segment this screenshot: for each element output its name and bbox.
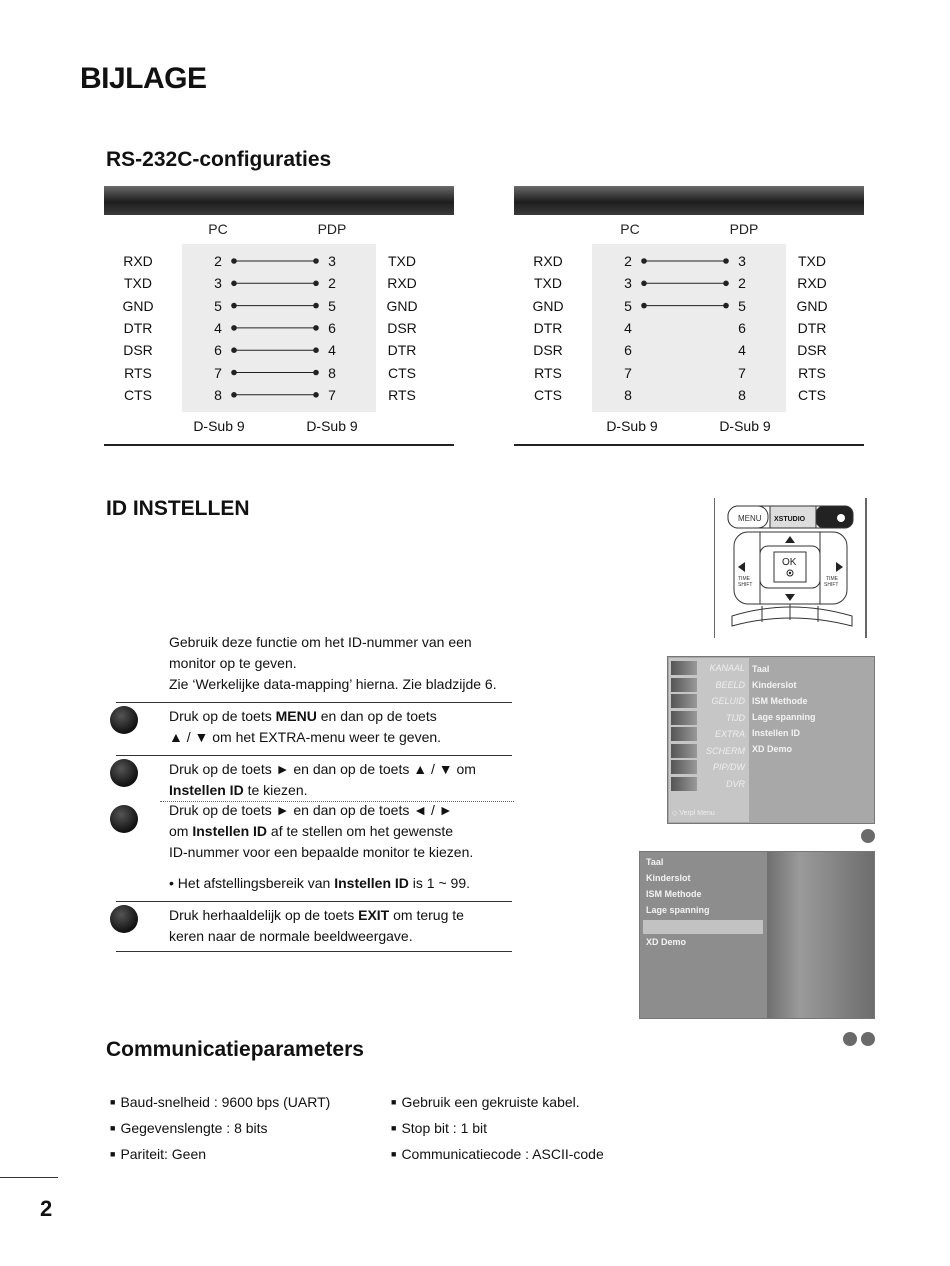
pin-row: [104, 384, 454, 406]
divider: [514, 444, 864, 446]
pc-pin: 6: [624, 342, 632, 359]
pin-row: [514, 317, 864, 339]
signal-right: DTR: [387, 342, 417, 359]
divider: [104, 444, 454, 446]
osd-menu-category: BEELD: [669, 677, 749, 693]
signal-right: GND: [796, 297, 828, 314]
svg-text:MENU: MENU: [738, 514, 762, 523]
osd-menu-option: ISM Methode: [646, 889, 702, 899]
osd-menu-option: XD Demo: [646, 937, 687, 947]
osd-menu-right-column: [752, 661, 872, 757]
osd-menu-option: ISM Methode: [752, 696, 808, 706]
svg-text:XSTUDIO: XSTUDIO: [774, 516, 806, 523]
pdp-pin: 2: [328, 275, 336, 292]
pdp-pin: 7: [738, 364, 746, 381]
comm-param-item: ■ Communicatiecode : ASCII-code: [391, 1142, 604, 1168]
pin-row: [514, 272, 864, 294]
category-thumbnail: [671, 760, 697, 774]
signal-left: DTR: [533, 319, 563, 336]
id-section-title: ID INSTELLEN: [106, 497, 250, 520]
category-thumbnail: [671, 694, 697, 708]
pin-row: [514, 295, 864, 317]
osd-menu-category: SCHERM: [669, 743, 749, 759]
pc-pin: 5: [214, 297, 222, 314]
signal-left: CTS: [534, 386, 562, 403]
osd-menu-option: Lage spanning: [646, 905, 710, 915]
step-divider: [116, 755, 512, 756]
pin-row: [104, 272, 454, 294]
osd-menu-option: [646, 918, 766, 934]
comm-param-item: ■ Gebruik een gekruiste kabel.: [391, 1090, 604, 1116]
intro-text: [169, 632, 514, 695]
osd-menu-option: Lage spanning: [752, 712, 816, 722]
signal-left: GND: [122, 297, 154, 314]
signal-right: DSR: [797, 342, 827, 359]
pc-pin: 7: [624, 364, 632, 381]
osd-menu-option: Taal: [646, 857, 664, 867]
pc-pin: 2: [214, 253, 222, 269]
signal-right: DSR: [387, 319, 417, 336]
pdp-label: PDP: [729, 221, 759, 237]
comm-param-item: ■ Pariteit: Geen: [110, 1142, 330, 1168]
signal-left: RTS: [534, 364, 562, 381]
comm-params-right: [391, 1090, 604, 1168]
signal-right: RTS: [388, 386, 416, 403]
pc-label: PC: [208, 221, 228, 237]
category-thumbnail: [671, 711, 697, 725]
step-divider: [116, 951, 512, 952]
footer-left: D-Sub 9: [193, 418, 245, 434]
step-indicator-dot: [861, 1032, 875, 1046]
pin-row: [514, 362, 864, 384]
pc-pin: 3: [214, 275, 222, 292]
step-1-bullet: [110, 706, 138, 734]
category-thumbnail: [671, 661, 697, 675]
signal-left: RXD: [533, 253, 563, 269]
pin-row: [104, 295, 454, 317]
pin-row: [514, 339, 864, 361]
pdp-pin: 3: [738, 253, 746, 269]
osd-menu-category: KANAAL: [669, 660, 749, 676]
rs232-table-right: [514, 186, 864, 446]
page-title: BIJLAGE: [80, 62, 207, 95]
page-number: 2: [40, 1196, 53, 1221]
rs232-table-left: [104, 186, 454, 446]
signal-right: DTR: [797, 319, 827, 336]
step-divider: [116, 702, 512, 703]
osd-menu-category: PIP/DW: [669, 759, 749, 775]
pc-pin: 3: [624, 275, 632, 292]
comm-title: Communicatieparameters: [106, 1038, 364, 1061]
comm-param-item: ■ Gegevenslengte : 8 bits: [110, 1116, 330, 1142]
pc-label: PC: [620, 221, 640, 237]
pin-row: [104, 339, 454, 361]
pin-row: [104, 250, 454, 272]
remote-control-image: [714, 498, 867, 638]
pdp-pin: 8: [738, 386, 746, 403]
pdp-pin: 5: [738, 297, 746, 314]
intro-line: Gebruik deze functie om het ID-nummer van een: [169, 634, 472, 650]
signal-left: GND: [532, 297, 564, 314]
signal-left: DSR: [533, 342, 563, 359]
footer-right: D-Sub 9: [306, 418, 358, 434]
pdp-pin: 4: [328, 342, 336, 359]
category-thumbnail: [671, 727, 697, 741]
step-2-text: Druk op de toets ► en dan op de toets ▲ / ▼ om Instellen ID te kiezen.: [169, 761, 476, 798]
step-2-bullet: [110, 759, 138, 787]
osd-menu-option: Kinderslot: [752, 680, 797, 690]
pdp-pin: 8: [328, 364, 336, 381]
comm-params-left: [110, 1090, 330, 1168]
pdp-pin: 5: [328, 297, 336, 314]
signal-left: RXD: [123, 253, 153, 269]
svg-text:SHIFT: SHIFT: [738, 582, 753, 588]
osd-menu-option: Taal: [752, 664, 770, 674]
pin-row: [514, 250, 864, 272]
svg-text:TIME: TIME: [826, 576, 838, 582]
osd-menu-left-column: [669, 658, 749, 822]
signal-left: DTR: [123, 319, 153, 336]
signal-right: TXD: [798, 253, 826, 269]
pc-pin: 2: [624, 253, 632, 269]
step-3-text: Druk op de toets ► en dan op de toets ◄ / ► om Instellen ID af te stellen om het gewenste ID-nummer voor een bepaalde monitor te kiezen.: [169, 802, 474, 860]
category-thumbnail: [671, 744, 697, 758]
osd-menu-option: XD Demo: [752, 744, 793, 754]
comm-param-item: ■ Baud-snelheid : 9600 bps (UART): [110, 1090, 330, 1116]
pin-row: [104, 317, 454, 339]
signal-right: RXD: [387, 275, 417, 292]
signal-right: RTS: [798, 364, 826, 381]
signal-left: TXD: [534, 275, 562, 292]
footer-right: D-Sub 9: [719, 418, 771, 434]
pin-row: [514, 384, 864, 406]
pin-row: [104, 362, 454, 384]
range-note: • Het afstellingsbereik van Instellen ID is 1 ~ 99.: [169, 875, 470, 891]
osd-menu-option: Kinderslot: [646, 873, 691, 883]
signal-right: GND: [386, 297, 418, 314]
step-indicator-dot: [843, 1032, 857, 1046]
pdp-pin: 6: [738, 319, 746, 336]
step-4-text: Druk herhaaldelijk op de toets EXIT om terug te keren naar de normale beeldweergave.: [169, 907, 464, 944]
signal-right: CTS: [388, 364, 416, 381]
pdp-pin: 7: [328, 386, 336, 403]
svg-text:SHIFT: SHIFT: [824, 582, 839, 588]
footer-left: D-Sub 9: [606, 418, 658, 434]
osd-menu-id: [639, 851, 875, 1019]
pc-pin: 4: [624, 319, 632, 336]
rs232-title: RS-232C-configuraties: [106, 148, 332, 171]
step-4-bullet: [110, 905, 138, 933]
svg-text:OK: OK: [782, 557, 797, 568]
category-thumbnail: [671, 678, 697, 692]
pc-pin: 4: [214, 319, 222, 336]
pc-pin: 8: [214, 386, 222, 403]
pc-pin: 7: [214, 364, 222, 381]
signal-left: TXD: [124, 275, 152, 292]
pdp-pin: 2: [738, 275, 746, 292]
pc-pin: 5: [624, 297, 632, 314]
signal-left: DSR: [123, 342, 153, 359]
comm-param-item: ■ Stop bit : 1 bit: [391, 1116, 604, 1142]
step-indicator-dot: [861, 829, 875, 843]
signal-left: CTS: [124, 386, 152, 403]
osd-menu-option: Instellen ID: [752, 728, 801, 738]
signal-left: RTS: [124, 364, 152, 381]
osd-menu-extra: [667, 656, 875, 824]
pdp-pin: 6: [328, 319, 336, 336]
page-number-rule: [0, 1177, 58, 1178]
osd-menu-category: TIJD: [669, 710, 749, 726]
signal-right: TXD: [388, 253, 416, 269]
osd-menu-list: [646, 854, 766, 950]
category-thumbnail: [671, 777, 697, 791]
intro-line: Zie ‘Werkelijke data-mapping’ hierna. Zie bladzijde 6.: [169, 676, 497, 692]
pdp-label: PDP: [317, 221, 347, 237]
osd-menu-footer: ◇ Verpl Menu: [672, 810, 715, 817]
intro-line: monitor op te geven.: [169, 655, 297, 671]
pdp-pin: 3: [328, 253, 336, 269]
step-divider: [116, 901, 512, 902]
signal-right: RXD: [797, 275, 827, 292]
osd-menu-category: DVR: [669, 776, 749, 792]
pc-pin: 6: [214, 342, 222, 359]
pc-pin: 8: [624, 386, 632, 403]
svg-text:TIME: TIME: [738, 576, 750, 582]
osd-menu-category: GELUID: [669, 693, 749, 709]
signal-right: CTS: [798, 386, 826, 403]
osd-menu-category: EXTRA: [669, 726, 749, 742]
step-3-bullet: [110, 805, 138, 833]
step-1-text: Druk op de toets MENU en dan op de toets ▲ / ▼ om het EXTRA-menu weer te geven.: [169, 708, 442, 745]
pdp-pin: 4: [738, 342, 746, 359]
